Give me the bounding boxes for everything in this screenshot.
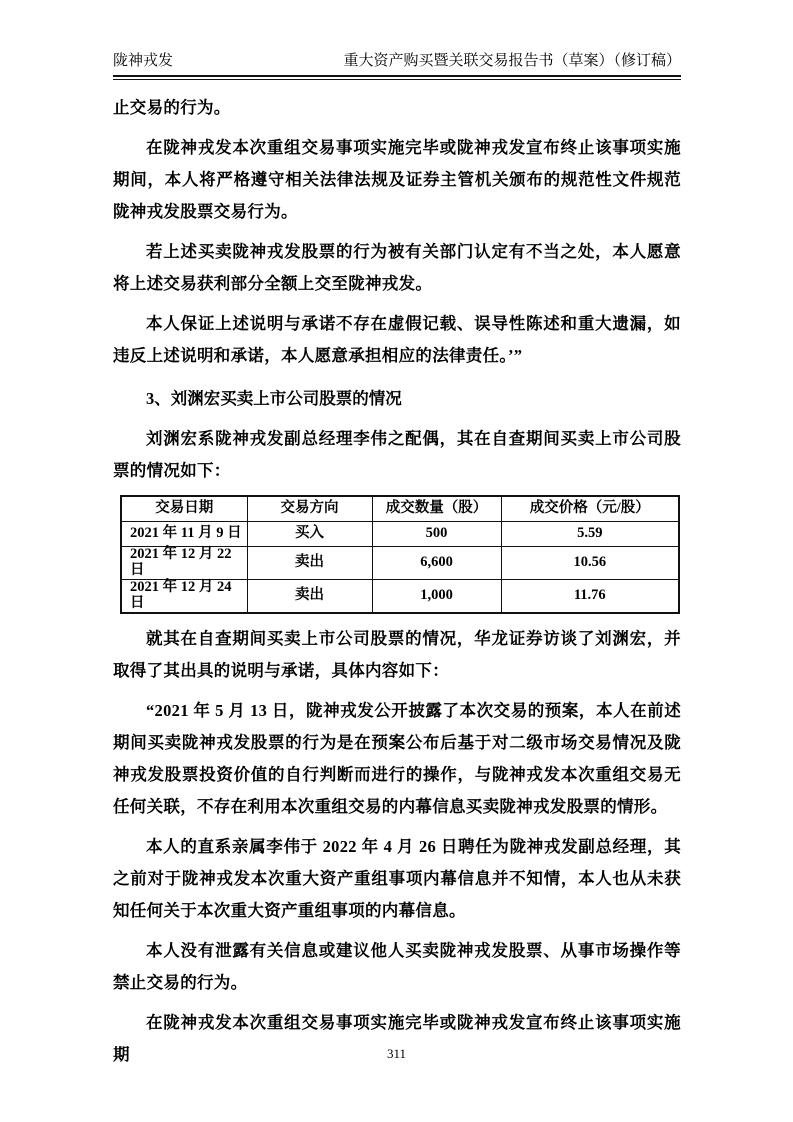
paragraph: 就其在自查期间买卖上市公司股票的情况，华龙证券访谈了刘渊宏，并取得了其出具的说明与承诺，具体内容如下：: [113, 628, 681, 680]
header-right-title: 重大资产购买暨关联交易报告书（草案）（修订稿）: [343, 53, 681, 69]
cell-volume: 1,000: [372, 579, 501, 612]
cell-price: 10.56: [501, 547, 679, 580]
paragraph: 本人没有泄露有关信息或建议他人买卖陇神戎发股票、从事市场操作等禁止交易的行为。: [113, 940, 681, 992]
paragraph: 在陇神戎发本次重组交易事项实施完毕或陇神戎发宣布终止该事项实施期间，本人将严格遵守相关法律法规及证券主管机关颁布的规范性文件规范陇神戎发股票交易行为。: [113, 138, 681, 221]
document-content: [113, 92, 681, 1071]
page-footer: [0, 1046, 793, 1062]
page-number: 311: [386, 1046, 407, 1061]
paragraph: 本人的直系亲属李伟于 2022 年 4 月 26 日聘任为陇神戎发副总经理，其之前对于陇神戎发本次重大资产重组事项内幕信息并不知情，本人也从未获知任何关于本次重大资产重组事项的内幕信息。: [113, 836, 681, 920]
cell-trade-date: 2021 年 12 月 22 日: [121, 547, 247, 580]
cell-trade-direction: 买入: [247, 522, 372, 547]
trade-table: [120, 495, 680, 614]
cell-trade-date: 2021 年 12 月 24 日: [121, 579, 247, 612]
cell-volume: 500: [372, 522, 501, 547]
page-header: [113, 52, 681, 75]
section-heading: 3、刘渊宏买卖上市公司股票的情况: [146, 389, 402, 408]
cell-trade-direction: 卖出: [247, 547, 372, 580]
table-header-row: [121, 496, 679, 522]
paragraph: 本人保证上述说明与承诺不存在虚假记载、误导性陈述和重大遗漏，如违反上述说明和承诺，本人愿意承担相应的法律责任。’”: [113, 314, 681, 365]
cell-trade-direction: 卖出: [247, 579, 372, 612]
cell-price: 11.76: [501, 579, 679, 612]
table-row: [121, 547, 679, 580]
col-header-price: 成交价格（元/股）: [501, 496, 679, 522]
paragraph: 刘渊宏系陇神戎发副总经理李伟之配偶，其在自查期间买卖上市公司股票的情况如下：: [113, 429, 681, 480]
col-header-trade-date: 交易日期: [121, 496, 247, 522]
cell-trade-date: 2021 年 11 月 9 日: [121, 522, 247, 547]
paragraph: 在陇神戎发本次重组交易事项实施完毕或陇神戎发宣布终止该事项实施期: [113, 1012, 681, 1064]
table-row: [121, 522, 679, 547]
col-header-trade-direction: 交易方向: [247, 496, 372, 522]
header-left-title: 陇神戎发: [113, 53, 174, 69]
paragraph: “2021 年 5 月 13 日，陇神戎发公开披露了本次交易的预案，本人在前述期间买卖陇神戎发股票的行为是在预案公布后基于对二级市场交易情况及陇神戎发股票投资价值的自行判断而进行的操作，与陇神戎发本次重组交易无任何关联，不存在利用本次重组交易的内幕信息买卖陇神戎发股票的情形。: [113, 700, 681, 816]
col-header-volume: 成交数量（股）: [372, 496, 501, 522]
paragraph: 若上述买卖陇神戎发股票的行为被有关部门认定有不当之处，本人愿意将上述交易获利部分全额上交至陇神戎发。: [113, 242, 681, 293]
table-row: [121, 579, 679, 612]
header-rule: [113, 75, 681, 80]
cell-price: 5.59: [501, 522, 679, 547]
paragraph-continuation: 止交易的行为。: [113, 98, 231, 117]
cell-volume: 6,600: [372, 547, 501, 580]
